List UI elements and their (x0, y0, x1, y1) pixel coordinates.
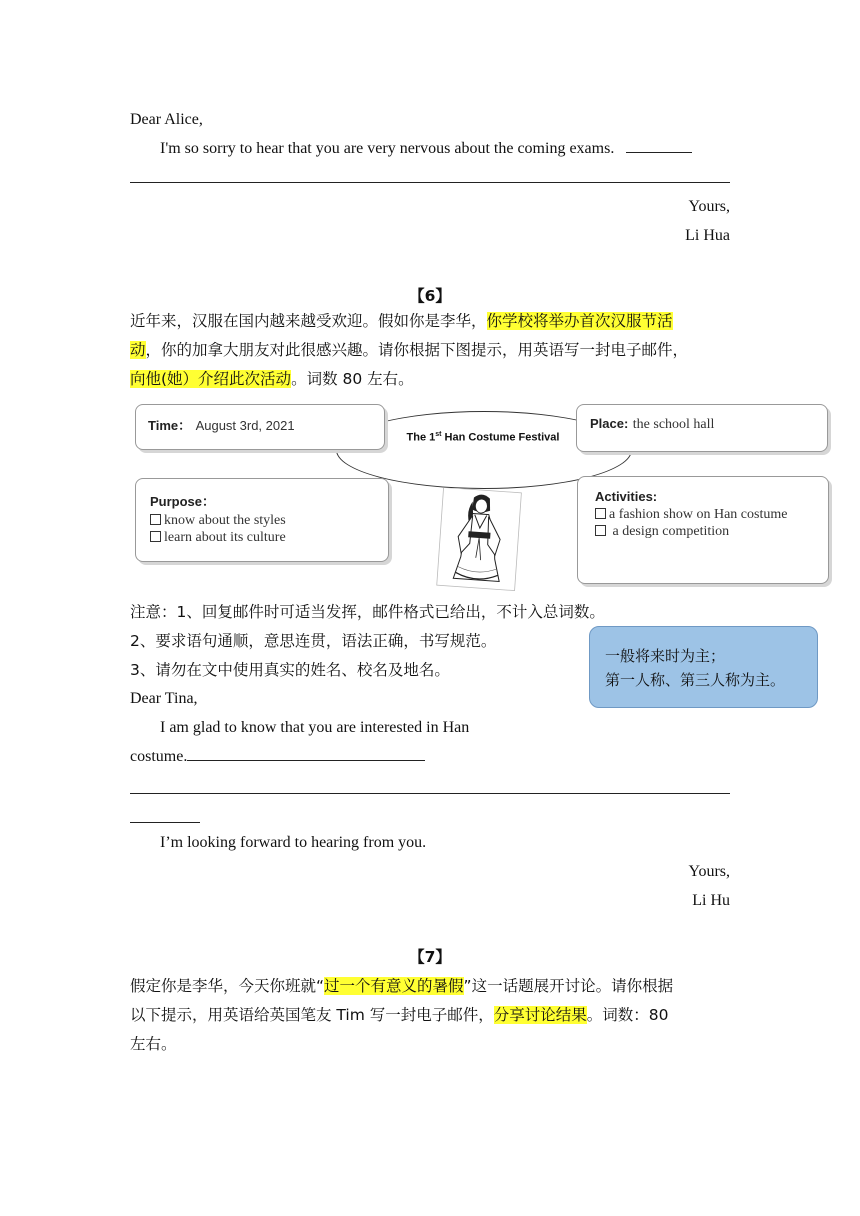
festival-title-text: The 1 (406, 431, 436, 444)
task7-text: ”这一话题展开讨论。请你根据 (463, 977, 674, 995)
task6-text: 近年来，汉服在国内越来越受欢迎。假如你是李华， (130, 312, 487, 330)
letter1-signature: Li Hua (685, 227, 730, 244)
place-label: Place: (590, 416, 629, 431)
time-box (135, 404, 385, 450)
letter1-greeting: Dear Alice, (130, 111, 203, 128)
task7-text: 以下提示，用英语给英国笔友 Tim 写一封电子邮件， (130, 1006, 494, 1024)
task6-note-3: 3、请勿在文中使用真实的姓名、校名及地名。 (130, 661, 450, 679)
task6-text: ，你的加拿大朋友对此很感兴趣。请你根据下图提示，用英语写一封电子邮件， (145, 341, 689, 359)
place-value: the school hall (632, 417, 715, 432)
checkbox-icon (595, 525, 606, 536)
task7-highlight: 过一个有意义的暑假 (324, 977, 464, 995)
purpose-label: Purpose： (150, 494, 216, 509)
activity-item (595, 524, 787, 540)
letter2-signature: Li Hu (692, 892, 730, 909)
activities-box (577, 476, 829, 584)
purpose-item-text: learn about its culture (164, 530, 286, 545)
letter2-closing: Yours, (688, 863, 730, 880)
answer-line-short[interactable] (130, 822, 200, 823)
task6-note-2: 2、要求语句通顺，意思连贯，语法正确，书写规范。 (130, 632, 497, 650)
answer-blank[interactable] (187, 760, 425, 761)
letter2-body-line1: I am glad to know that you are interested in Han (160, 719, 470, 736)
task7-text: 假定你是李华，今天你班就“ (130, 977, 325, 995)
letter1-body (160, 139, 692, 159)
letter1-closing: Yours, (688, 198, 730, 215)
task6-highlight: 向他(她）介绍此次活动 (130, 370, 292, 388)
task7-paragraph-line2 (130, 1005, 669, 1025)
letter2-greeting: Dear Tina, (130, 690, 198, 707)
time-value: August 3rd, 2021 (195, 418, 295, 433)
letter2-closing-line: I’m looking forward to hearing from you. (160, 834, 427, 851)
purpose-item (150, 530, 286, 546)
task6-highlight: 动 (130, 341, 146, 359)
letter2-body-line2 (130, 747, 425, 767)
task7-number: 【7】 (409, 948, 451, 966)
task7-paragraph-line3: 左右。 (130, 1035, 177, 1053)
place-box (576, 404, 828, 452)
time-label: Time： (148, 418, 192, 433)
activities-label: Activities: (595, 489, 658, 504)
task6-number: 【6】 (409, 287, 451, 305)
checkbox-icon (150, 514, 161, 525)
task6-paragraph-line1 (130, 311, 673, 331)
activity-item-text: a fashion show on Han costume (609, 507, 788, 522)
purpose-item (150, 513, 286, 529)
task7-highlight: 分享讨论结果 (493, 1006, 587, 1024)
task7-text: 。词数：80 (586, 1006, 669, 1024)
task7-paragraph-line1 (130, 976, 673, 996)
answer-blank[interactable] (626, 152, 692, 153)
task6-paragraph-line3 (130, 369, 414, 389)
letter2-body-text: costume. (130, 748, 188, 765)
han-costume-figure-icon (434, 488, 524, 592)
checkbox-icon (150, 531, 161, 542)
callout-line-2: 第一人称、第三人称为主。 (605, 671, 786, 689)
answer-line[interactable] (130, 793, 730, 794)
letter1-body-text: I'm so sorry to hear that you are very nervous about the coming exams. (160, 140, 615, 157)
callout-line-1: 一般将来时为主； (605, 647, 726, 665)
festival-title-sup: st (435, 431, 442, 438)
answer-line[interactable] (130, 182, 730, 183)
activity-item-text: a design competition (609, 524, 730, 539)
task6-text: 。词数 80 左右。 (291, 370, 414, 388)
task6-note-1: 注意：1、回复邮件时可适当发挥，邮件格式已给出，不计入总词数。 (130, 603, 605, 621)
activity-item (595, 507, 787, 523)
grammar-tip-callout (589, 626, 818, 708)
task6-paragraph-line2 (130, 340, 688, 360)
festival-title-text-2: Han Costume Festival (444, 431, 560, 444)
task6-highlight: 你学校将举办首次汉服节活 (486, 312, 673, 330)
purpose-box (135, 478, 389, 562)
purpose-item-text: know about the styles (164, 513, 286, 528)
checkbox-icon (595, 508, 606, 519)
